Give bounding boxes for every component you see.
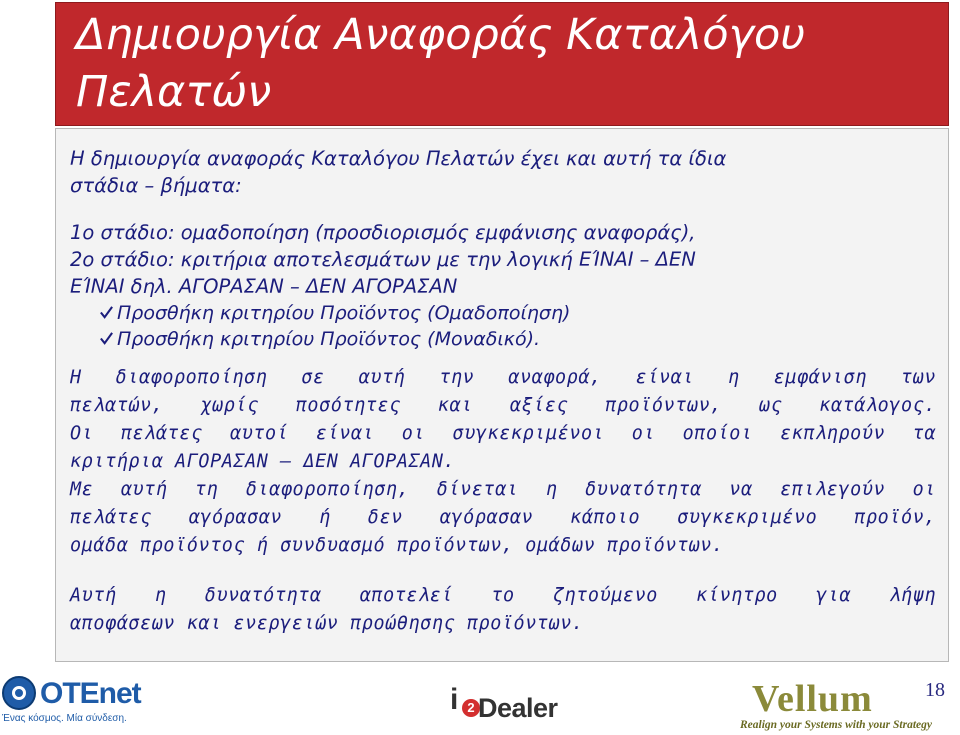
stage-line-2: 2ο στάδιο: κριτήρια αποτελεσμάτων με την λογική ΕΊΝΑΙ – ΔΕΝ xyxy=(70,248,696,271)
differentiation-line-6: πελάτες αγόρασαν ή δεν αγόρασαν κάποιο συγκεκριμένο προϊόν, xyxy=(70,507,936,528)
dealer-2-badge: 2 xyxy=(462,699,480,717)
criteria-checklist xyxy=(70,300,936,352)
slide-title xyxy=(76,7,938,121)
intro-paragraph xyxy=(70,145,936,199)
differentiation-paragraph xyxy=(70,364,936,560)
checklist-item xyxy=(117,300,936,326)
checklist-item xyxy=(117,326,936,352)
intro-line-1: Η δημιουργία αναφοράς Καταλόγου Πελατών έχει και αυτή τα ίδια xyxy=(70,147,727,170)
conclusion-paragraph xyxy=(70,582,936,638)
footer xyxy=(0,667,960,735)
conclusion-line-1: Αυτή η δυνατότητα αποτελεί το ζητούμενο κίνητρο για λήψη xyxy=(70,585,936,606)
vellum-logo xyxy=(740,678,933,735)
differentiation-line-4: κριτήρια ΑΓΟΡΑΣΑΝ – ΔΕΝ ΑΓΟΡΑΣΑΝ. xyxy=(70,451,456,472)
slide-title-line-2: Πελατών xyxy=(76,67,272,117)
differentiation-line-3: Οι πελάτες αυτοί είναι οι συγκεκριμένοι οι οποίοι εκπληρούν τα xyxy=(70,423,936,444)
slide-title-line-1: Δημιουργία Αναφοράς Καταλόγου xyxy=(76,10,806,60)
checklist-item-label: Προσθήκη κριτηρίου Προϊόντος (Ομαδοποίηση) xyxy=(117,302,571,324)
stage-line-3: ΕΊΝΑΙ δηλ. ΑΓΟΡΑΣΑΝ – ΔΕΝ ΑΓΟΡΑΣΑΝ xyxy=(70,275,458,298)
differentiation-line-1: Η διαφοροποίηση σε αυτή την αναφορά, είναι η εμφάνιση των xyxy=(70,367,936,388)
page-number: 18 xyxy=(925,679,945,701)
checklist-item-label: Προσθήκη κριτηρίου Προϊόντος (Μοναδικό). xyxy=(117,328,541,350)
otenet-tagline: Ένας κόσμος. Μία σύνδεση. xyxy=(2,713,127,724)
check-icon xyxy=(99,305,114,320)
check-icon xyxy=(99,331,114,346)
stage-line-1: 1ο στάδιο: ομαδοποίηση (προσδιορισμός εμφάνισης αναφοράς), xyxy=(70,221,696,244)
differentiation-line-7: ομάδα προϊόντος ή συνδυασμό προϊόντων, ομάδων προϊόντων. xyxy=(70,535,724,556)
stages-paragraph xyxy=(70,219,936,300)
differentiation-line-2: πελατών, χωρίς ποσότητες και αξίες προϊόντων, ως κατάλογος. xyxy=(70,395,936,416)
intro-line-2: στάδια – βήματα: xyxy=(70,174,242,197)
dealer-logo-text: Dealer xyxy=(478,693,558,723)
otenet-logo xyxy=(0,674,141,728)
otenet-globe-icon xyxy=(2,676,36,710)
dealer-i-letter: i xyxy=(450,683,459,716)
otenet-logo-text: OTEnet xyxy=(40,677,141,710)
vellum-tagline: Realign your Systems with your Strategy xyxy=(740,719,933,731)
vellum-logo-text: Vellum xyxy=(752,678,873,720)
conclusion-line-2: αποφάσεων και ενεργειών προώθησης προϊόντων. xyxy=(70,613,584,634)
i2dealer-logo xyxy=(448,679,558,729)
content-panel xyxy=(55,128,949,662)
differentiation-line-5: Με αυτή τη διαφοροποίηση, δίνεται η δυνατότητα να επιλεγούν οι xyxy=(70,479,936,500)
title-banner xyxy=(55,2,949,126)
